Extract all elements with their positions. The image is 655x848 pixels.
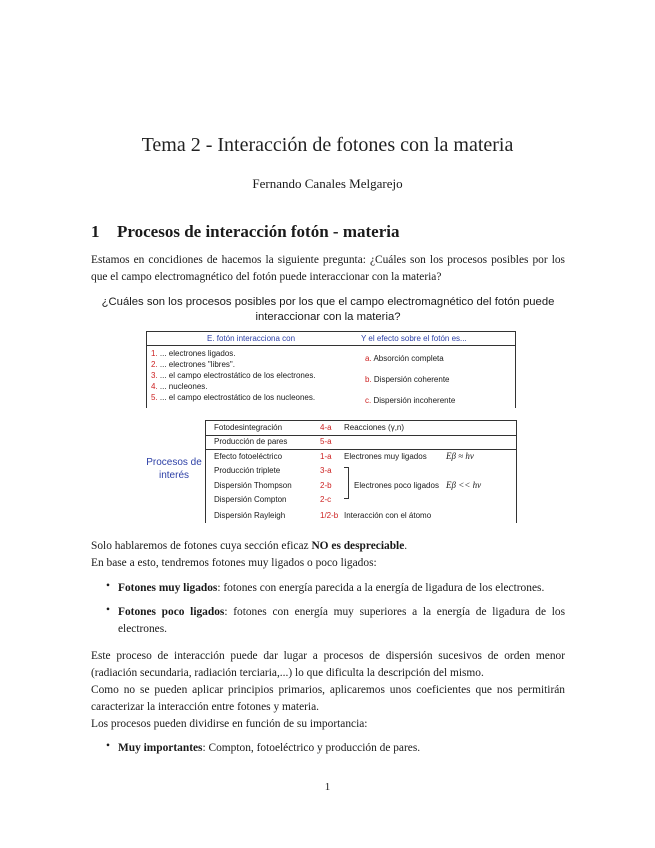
list-item: b. Dispersión coherente [365,375,450,384]
header-left: E. fotón interacciona con [207,334,296,343]
table-row: Producción de pares 5-a [214,437,332,446]
paragraph-3: Este proceso de interacción puede dar lugar a procesos de dispersión sucesivos de orden menor (radiación secundaria, radiación terciaria,...) lo que dificulta la descripción del mismo. [91,650,565,679]
section-heading [91,222,399,242]
table-row: Producción triplete 3-a [214,466,332,475]
paragraph-2: En base a esto, tendremos fotones muy ligados o poco ligados: [91,557,377,569]
interaction-left-list [151,348,316,403]
section-title: Procesos de interacción fotón - materia [117,222,400,241]
table-row: Efecto fotoeléctrico 1-a Electrones muy ligados Eβ ≈ hν [214,451,474,461]
intro-paragraph: Estamos en concidiones de hacemos la siguiente pregunta: ¿Cuáles son los procesos posibles por los que el campo electromagnético del fotón puede interaccionar con la materia? [91,254,565,283]
paragraph-1: Solo hablaremos de fotones cuya sección eficaz NO es despreciable. [91,540,408,552]
header-right: Y el efecto sobre el fotón es... [361,334,467,343]
brace-mark [344,467,349,499]
side-label: Procesos de interés [146,457,202,481]
list-item: 5. ... el campo electrostático de los nucleones. [151,393,316,402]
figure-question: ¿Cuáles son los procesos posibles por los que el campo electromagnético del fotón puede interaccionar con la materia? [101,296,555,323]
table-row: Dispersión Rayleigh 1/2-b Interacción con el átomo [214,511,432,520]
document-title: Tema 2 - Interacción de fotones con la materia [141,134,514,156]
paragraph-4: Como no se pueden aplicar principios primarios, aplicaremos unos coeficientes que nos permitirán caracterizar la interacción entre fotones y materia. [91,684,565,713]
list-item: 2. ... electrones "libres". [151,360,235,369]
list-item: c. Dispersión incoherente [365,396,456,405]
list-item: a. Absorción completa [365,354,444,363]
bullet-item: Fotones poco ligados: fotones con energía muy superiores a la energía de ligadura de los electrones. [118,606,566,635]
table-row: Dispersión Thompson 2-b Electrones poco ligados Eβ << hν [214,480,482,490]
interaction-right-list [365,348,455,411]
bullet-item: Muy importantes: Compton, fotoeléctrico y producción de pares. [118,742,421,754]
section-number: 1 [91,222,100,241]
bullet-mark: • [106,580,110,592]
paragraph-5: Los procesos pueden dividirse en función de su importancia: [91,718,368,730]
table-row: Fotodesintegración 4-a Reacciones (γ,n) [214,423,405,432]
process-table [205,420,517,523]
bullet-item: Fotones muy ligados: fotones con energía parecida a la energía de ligadura de los electrones. [118,582,545,594]
interaction-table [146,331,516,408]
list-item: 1. ... electrones ligados. [151,349,236,358]
page-number: 1 [324,781,331,793]
bullet-mark: • [106,604,110,616]
bullet-mark: • [106,740,110,752]
list-item: 3. ... el campo electrostático de los electrones. [151,371,316,380]
list-item: 4. ... nucleones. [151,382,208,391]
document-author: Fernando Canales Melgarejo [252,176,403,191]
interaction-table-header [147,332,515,346]
table-row: Dispersión Compton 2-c [214,495,332,504]
